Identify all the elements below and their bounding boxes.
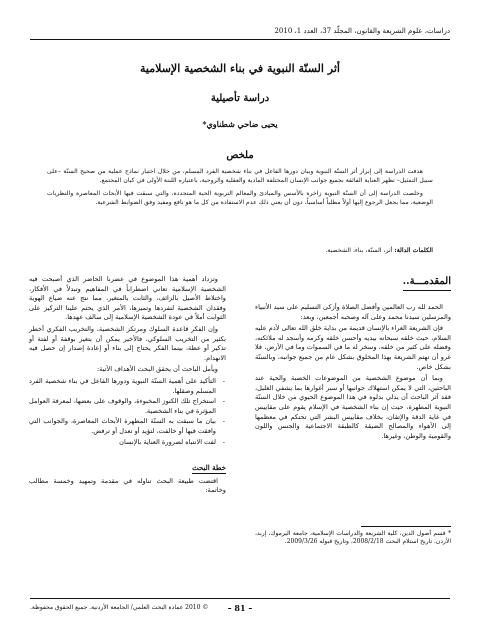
footnote: * قسم أصول الدين، كلية الشريعة والدراسات الإسلامية، جامعة اليرموك، إربد، الأردن. تاريخ استلام البحث 2008/2/18، وتاريخ قبوله 2009/3/26. bbox=[255, 530, 451, 546]
abstract-paragraph-2: وخلصت الدراسة إلى أن السنّة النبوية زاخرة بالأسس والمبادئ والمعالم التربوية الحية المتجددة، والتي سبقت فيها الأبحاث المعاصرة والنظريات الوضعية، مما يجعل الرجوع إليها أولاً مطلباً أساسياً، دون أن يعني ذلك عدم الاستفادة من كل ما هو نافع ومفيد وفق الضوابط الشرعية. bbox=[47, 190, 433, 206]
keywords-text: أثر، السنّة، بناء، الشخصية. bbox=[325, 247, 393, 254]
abstract-heading: ملخص bbox=[226, 150, 254, 161]
header-divider bbox=[30, 39, 450, 40]
article-author: يحيى ضاحي شطناوي* bbox=[202, 119, 278, 129]
intro-paragraph-3: وبما أن موضوع الشخصية من الموضوعات الخصبة والحية عند الباحثين، التي لا يمكن استهلاك جوانبها أو سبر أغوارها بما يشفي الغليل، فقد آثر الباحث أن يدلي بدلوه في هذا الموضوع الحيوي من خلال السنّة النبوية المطهرة، حيث إن بناء الشخصية في الإسلام يقوم على مقاييس في غاية الدقة والإتقان، بخلاف مقاييس البشر التي تحتكم في معظمها إلى الأهواء والمصالح الضيقة كالطبقة الاجتماعية والجنس واللون والقومية والوطن، وغيرها. bbox=[255, 374, 451, 440]
left-paragraph-2: وإن الفكر قاعدة السلوك ومرتكز الشخصية، والتخريب الفكري أخطر بكثير من التخريب السلوكي، فالأخير يمكن أن يتغير بوقفة أو لفتة أو تذكير أو عظة، بينما الفكر يحتاج إلى بناء أو إعادة إصدار إن حصل فيه الانهدام. bbox=[29, 324, 226, 362]
goal-item: - التأكيد على أهمية السنّة النبوية ودورها الفاعل في بناء شخصية الفرد المسلم وصقلها. bbox=[29, 377, 216, 396]
goals-list bbox=[29, 377, 226, 447]
right-column bbox=[255, 275, 451, 443]
plan-heading: خطة البحث bbox=[192, 463, 226, 473]
keywords-label: الكلمات الدالة: bbox=[394, 247, 433, 254]
left-column bbox=[29, 275, 226, 498]
intro-paragraph-2: فإن الشريعة الغراء بالإنسان قديمة من بداية خلق الله تعالى لآدم عليه السلام، حيث خلقه سبحانه بيديه وأحسن خلقه وكرمه وأسجد له ملائكته، وفضله على كثير من خلقه، وسخر له ما في السموات وما في الأرض، فلا غرو أن تهتم الشريعة بهذا المخلوق بشكل عام من جميع جوانبه، وبالسنّة بشكل خاص. bbox=[255, 324, 451, 371]
footnote-divider bbox=[361, 526, 451, 527]
left-paragraph-1: وتزداد أهمية هذا الموضوع في عصرنا الحاضر الذي أصبحت فيه الشخصية الإسلامية تعاني اضطراباً في المفاهيم وتبدلاً في الأفكار، واختلاط الأصيل بالزائف، والثابت بالمتغير، مما نتج عنه ضياع الهوية وفقدان الشخصية لتفردها وتميزها، الأمر الذي يحتم علينا التركيز على الثوابت أملاً في عودة الشخصية الإسلامية إلى سالف عهدها. bbox=[29, 275, 226, 322]
article-title: أثر السنّة النبوية في بناء الشخصية الإسلامية bbox=[140, 62, 340, 75]
left-paragraph-3: ويأمل الباحث أن يحقق البحث الأهداف الآتية: bbox=[96, 365, 218, 374]
intro-heading: المقدمـــة.. bbox=[403, 275, 451, 291]
keywords bbox=[47, 246, 433, 255]
abstract-body bbox=[47, 167, 433, 211]
intro-paragraph-1: الحمد لله رب العالمين وأفضل الصلاة وأزكى التسليم على سيد الأنبياء والمرسلين سيدنا محمد وعلى آله وصحبه أجمعين، وبعد: bbox=[255, 303, 451, 321]
abstract-paragraph-1: هدفت الدراسة إلى إبراز أثر السنّة النبوية وبيان دورها الفاعل في بناء شخصية الفرد المسلم، من خلال اختيار نماذج عملية من صحيح السنّة –على سبيل التمثيل– تظهر العناية الفائقة بجميع جوانب الإنسان المختلفة المادية والعقلية والروحية، باعتباره اللبنة الأولى في كيان المجتمع. bbox=[47, 168, 433, 184]
plan-text: اقتضت طبيعة البحث تناوله في مقدمة وتمهيد وخمسة مطالب وخاتمة: bbox=[29, 476, 226, 495]
goal-item: - لفت الانتباه لضرورة العناية بالإنسان bbox=[29, 438, 216, 448]
page-number: – 81 – bbox=[227, 603, 253, 613]
running-header: دراسات، علوم الشريعة والقانون، المجلّد 37، العدد 1، 2010 bbox=[274, 27, 450, 35]
footer-divider bbox=[30, 598, 450, 599]
copyright-notice: © 2010 عمادة البحث العلمي/ الجامعة الأردنية. جميع الحقوق محفوظة. bbox=[30, 604, 209, 611]
article-subtitle: دراسة تأصيلية bbox=[210, 93, 270, 104]
goal-item: - بيان ما سبقت به السنّة المطهرة الأبحاث المعاصرة، والجوانب التي وافقت فيها أو خالفت، لتؤيد أو تعدل أو ترفض. bbox=[29, 417, 216, 436]
goal-item: - استخراج تلك الكنوز المخبوءة، والوقوف على بعضها، لمعرفة العوامل المؤثرة في بناء الشخصية. bbox=[29, 397, 216, 416]
